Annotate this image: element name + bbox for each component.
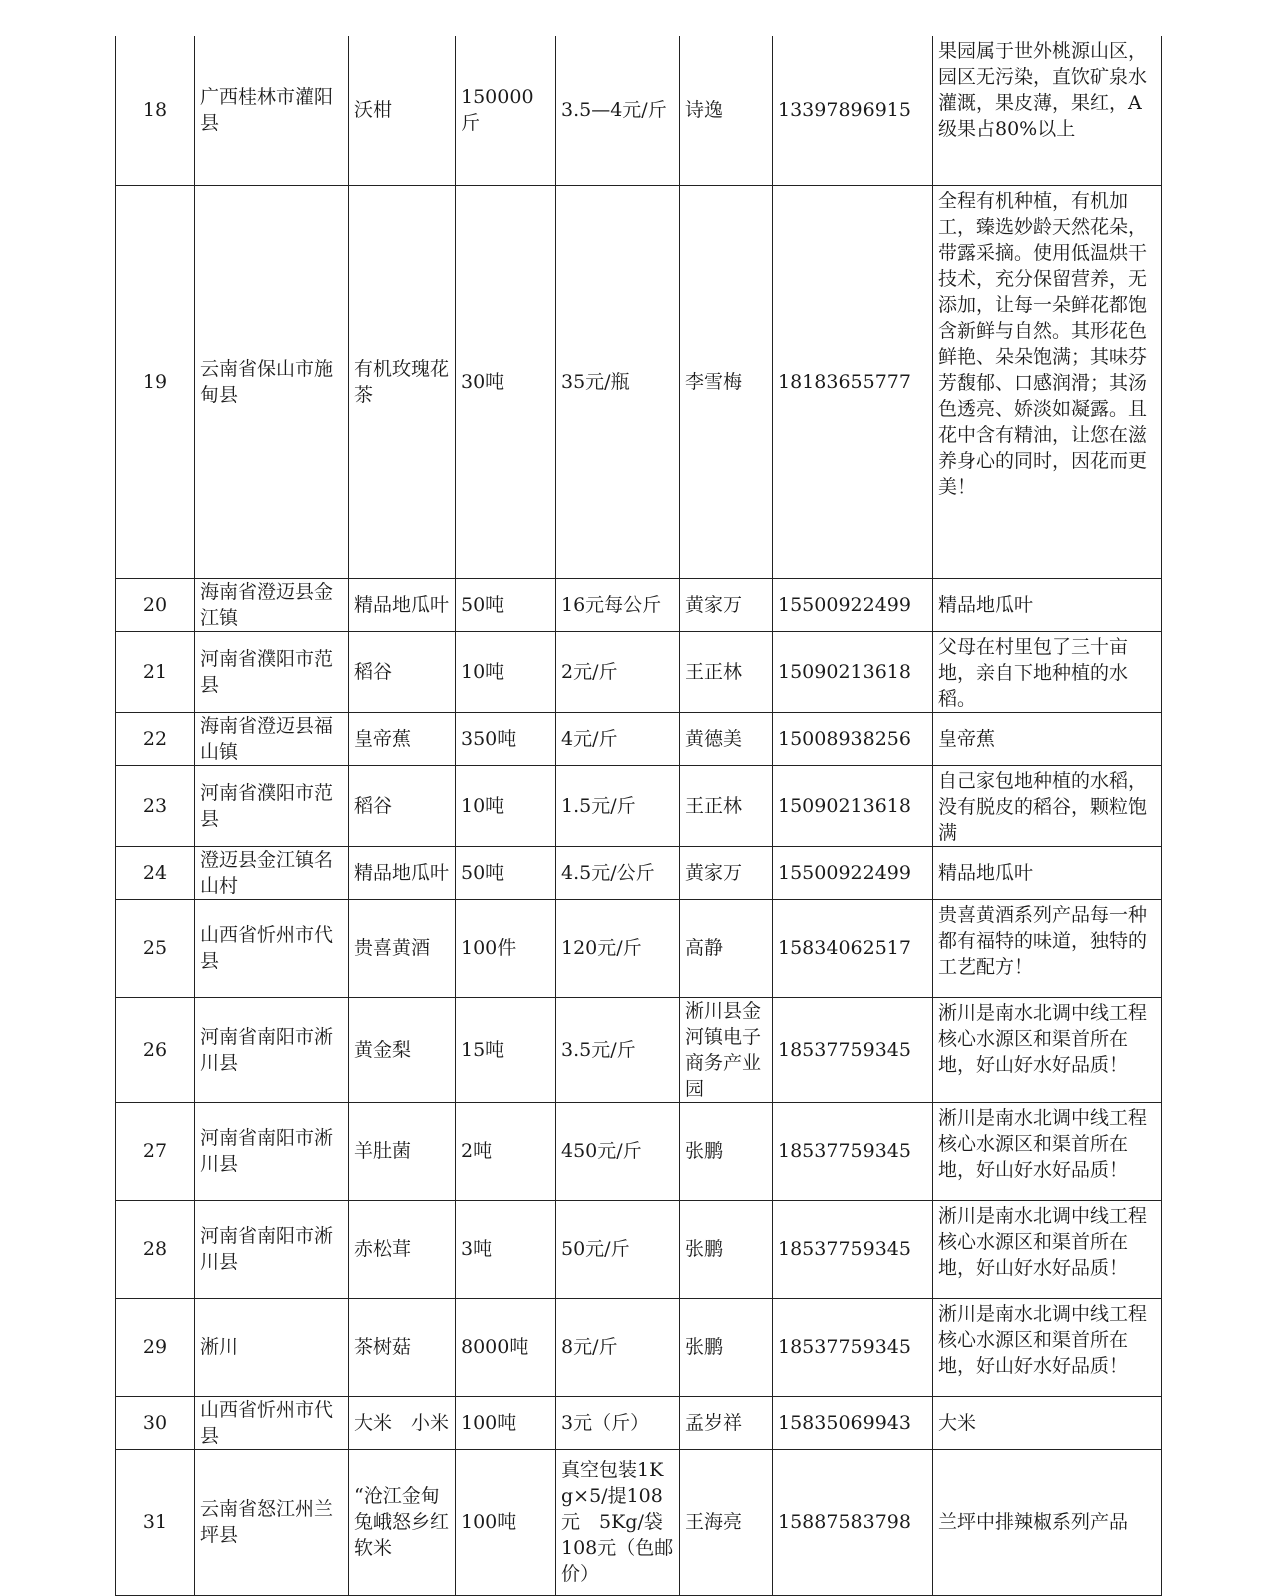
phone-cell: 13397896915 [773,36,933,185]
origin-cell: 河南省濮阳市范县 [195,631,349,712]
contact-cell: 黄家万 [680,846,773,899]
phone-cell: 15008938256 [773,712,933,765]
contact-cell: 李雪梅 [680,185,773,578]
contact-cell: 黄德美 [680,712,773,765]
row-number: 26 [116,997,195,1102]
table-row [116,765,1162,846]
quantity-cell: 10吨 [456,631,556,712]
product-cell: 沃柑 [349,36,456,185]
origin-cell: 海南省澄迈县福山镇 [195,712,349,765]
quantity-cell: 50吨 [456,846,556,899]
contact-cell: 张鹏 [680,1298,773,1396]
table-row [116,899,1162,997]
price-cell: 8元/斤 [556,1298,680,1396]
product-cell: 精品地瓜叶 [349,846,456,899]
table-row [116,1298,1162,1396]
table-row [116,1200,1162,1298]
table-row [116,997,1162,1102]
price-cell: 真空包装1Kg×5/提108元 5Kg/袋108元（色邮价） [556,1449,680,1595]
description-cell: 精品地瓜叶 [933,846,1162,899]
contact-cell: 张鹏 [680,1102,773,1200]
quantity-cell: 100吨 [456,1449,556,1595]
quantity-cell: 100吨 [456,1396,556,1449]
quantity-cell: 15吨 [456,997,556,1102]
description-cell: 淅川是南水北调中线工程核心水源区和渠首所在地，好山好水好品质！ [933,1200,1162,1298]
phone-cell: 15500922499 [773,578,933,631]
quantity-cell: 3吨 [456,1200,556,1298]
contact-cell: 孟岁祥 [680,1396,773,1449]
table-row [116,1396,1162,1449]
contact-cell: 高静 [680,899,773,997]
quantity-cell: 150000斤 [456,36,556,185]
contact-cell: 黄家万 [680,578,773,631]
price-cell: 35元/瓶 [556,185,680,578]
description-cell: 自己家包地种植的水稻，没有脱皮的稻谷，颗粒饱满 [933,765,1162,846]
price-cell: 4.5元/公斤 [556,846,680,899]
product-cell: 黄金梨 [349,997,456,1102]
phone-cell: 15090213618 [773,631,933,712]
product-cell: 稻谷 [349,765,456,846]
product-cell: 赤松茸 [349,1200,456,1298]
origin-cell: 海南省澄迈县金江镇 [195,578,349,631]
table-row [116,185,1162,578]
table-row [116,36,1162,185]
phone-cell: 15835069943 [773,1396,933,1449]
description-cell: 大米 [933,1396,1162,1449]
contact-cell: 王正林 [680,765,773,846]
row-number: 19 [116,185,195,578]
quantity-cell: 10吨 [456,765,556,846]
product-cell: 羊肚菌 [349,1102,456,1200]
product-cell: 贵喜黄酒 [349,899,456,997]
description-cell: 淅川是南水北调中线工程核心水源区和渠首所在地，好山好水好品质！ [933,1298,1162,1396]
phone-cell: 15834062517 [773,899,933,997]
phone-cell: 15090213618 [773,765,933,846]
price-cell: 3.5元/斤 [556,997,680,1102]
phone-cell: 18537759345 [773,1298,933,1396]
product-cell: 精品地瓜叶 [349,578,456,631]
contact-cell: 诗逸 [680,36,773,185]
origin-cell: 河南省南阳市淅川县 [195,1102,349,1200]
row-number: 20 [116,578,195,631]
table-row [116,631,1162,712]
origin-cell: 河南省濮阳市范县 [195,765,349,846]
origin-cell: 河南省南阳市淅川县 [195,1200,349,1298]
product-cell: 大米 小米 [349,1396,456,1449]
origin-cell: 河南省南阳市淅川县 [195,997,349,1102]
contact-cell: 王海亮 [680,1449,773,1595]
phone-cell: 15500922499 [773,846,933,899]
contact-cell: 淅川县金河镇电子商务产业园 [680,997,773,1102]
row-number: 28 [116,1200,195,1298]
row-number: 25 [116,899,195,997]
product-cell: 皇帝蕉 [349,712,456,765]
table-row [116,846,1162,899]
origin-cell: 云南省保山市施甸县 [195,185,349,578]
price-cell: 50元/斤 [556,1200,680,1298]
row-number: 18 [116,36,195,185]
price-cell: 3.5—4元/斤 [556,36,680,185]
quantity-cell: 50吨 [456,578,556,631]
origin-cell: 广西桂林市灌阳县 [195,36,349,185]
description-cell: 兰坪中排辣椒系列产品 [933,1449,1162,1595]
price-cell: 120元/斤 [556,899,680,997]
quantity-cell: 8000吨 [456,1298,556,1396]
row-number: 31 [116,1449,195,1595]
table-body [116,36,1162,1595]
origin-cell: 澄迈县金江镇名山村 [195,846,349,899]
product-cell: “沧江金甸兔峨怒乡红软米 [349,1449,456,1595]
quantity-cell: 100件 [456,899,556,997]
table-row [116,578,1162,631]
description-cell: 父母在村里包了三十亩地，亲自下地种植的水稻。 [933,631,1162,712]
phone-cell: 18537759345 [773,1102,933,1200]
description-cell: 全程有机种植，有机加工，臻选妙龄天然花朵，带露采摘。使用低温烘干技术，充分保留营养，无添加，让每一朵鲜花都饱含新鲜与自然。其形花色鲜艳、朵朵饱满；其味芬芳馥郁、口感润滑；其汤色透亮、娇淡如凝露。且花中含有精油，让您在滋养身心的同时，因花而更美！ [933,185,1162,578]
row-number: 24 [116,846,195,899]
contact-cell: 张鹏 [680,1200,773,1298]
table-row [116,712,1162,765]
row-number: 23 [116,765,195,846]
origin-cell: 山西省忻州市代县 [195,899,349,997]
origin-cell: 云南省怒江州兰坪县 [195,1449,349,1595]
description-cell: 皇帝蕉 [933,712,1162,765]
contact-cell: 王正林 [680,631,773,712]
phone-cell: 18537759345 [773,997,933,1102]
row-number: 22 [116,712,195,765]
product-cell: 稻谷 [349,631,456,712]
row-number: 21 [116,631,195,712]
description-cell: 淅川是南水北调中线工程核心水源区和渠首所在地，好山好水好品质！ [933,997,1162,1102]
product-cell: 茶树菇 [349,1298,456,1396]
description-cell: 精品地瓜叶 [933,578,1162,631]
table-row [116,1102,1162,1200]
table-row [116,1449,1162,1595]
phone-cell: 18183655777 [773,185,933,578]
quantity-cell: 350吨 [456,712,556,765]
document-page [115,36,1161,1596]
description-cell: 淅川是南水北调中线工程核心水源区和渠首所在地，好山好水好品质！ [933,1102,1162,1200]
price-cell: 1.5元/斤 [556,765,680,846]
phone-cell: 15887583798 [773,1449,933,1595]
price-cell: 3元（斤） [556,1396,680,1449]
quantity-cell: 2吨 [456,1102,556,1200]
price-cell: 16元每公斤 [556,578,680,631]
phone-cell: 18537759345 [773,1200,933,1298]
product-cell: 有机玫瑰花茶 [349,185,456,578]
price-cell: 2元/斤 [556,631,680,712]
price-cell: 4元/斤 [556,712,680,765]
origin-cell: 淅川 [195,1298,349,1396]
origin-cell: 山西省忻州市代县 [195,1396,349,1449]
product-table [115,36,1162,1596]
quantity-cell: 30吨 [456,185,556,578]
row-number: 27 [116,1102,195,1200]
row-number: 30 [116,1396,195,1449]
description-cell: 果园属于世外桃源山区，园区无污染，直饮矿泉水灌溉，果皮薄，果红，A级果占80%以上 [933,36,1162,185]
price-cell: 450元/斤 [556,1102,680,1200]
row-number: 29 [116,1298,195,1396]
description-cell: 贵喜黄酒系列产品每一种都有福特的味道，独特的工艺配方！ [933,899,1162,997]
